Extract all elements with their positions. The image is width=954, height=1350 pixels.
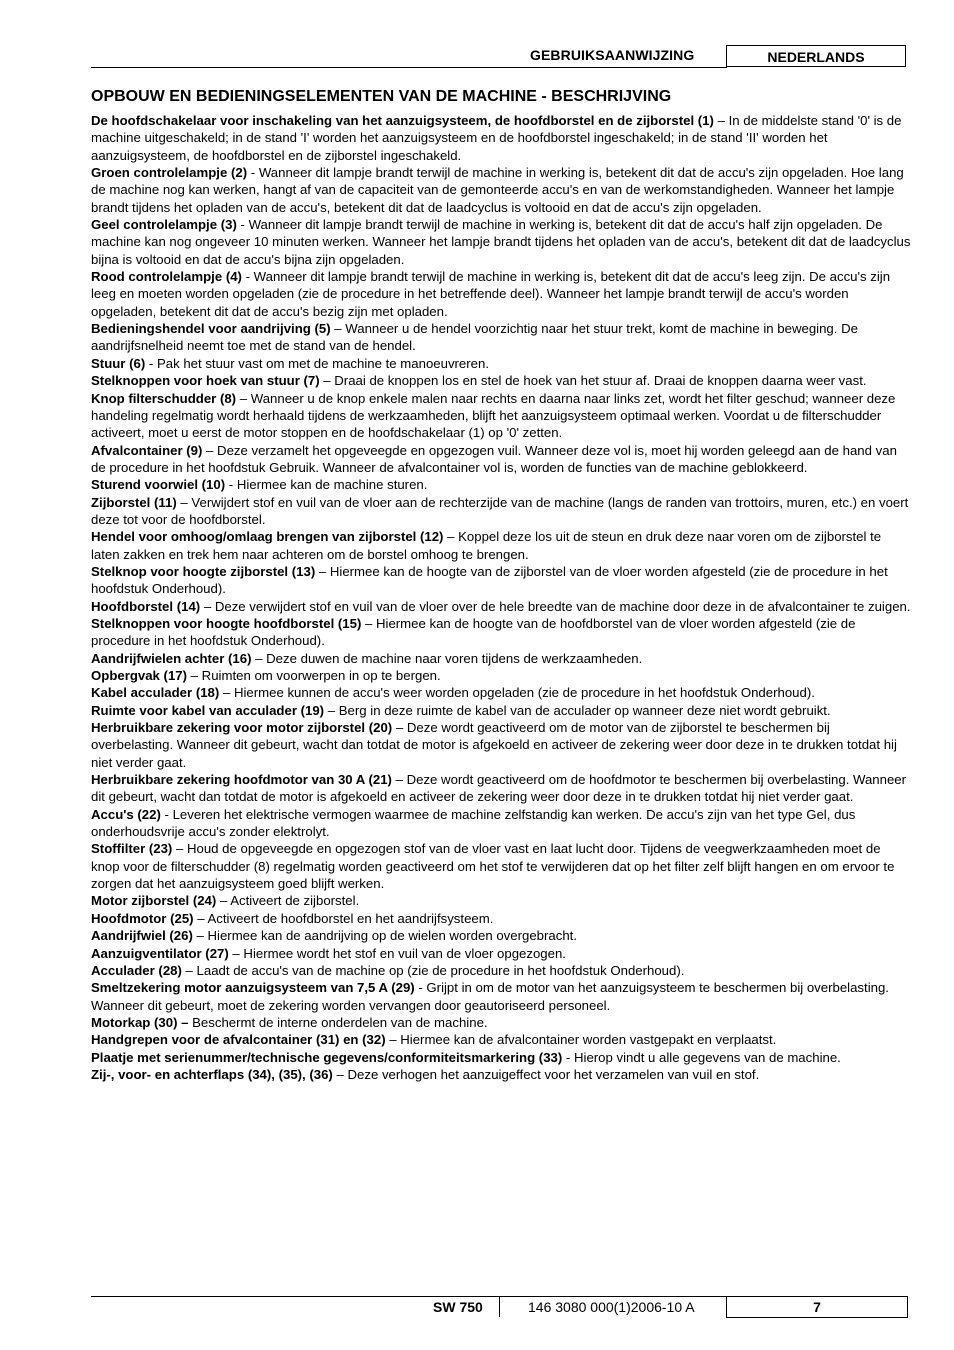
paragraph-text: – Hiermee kan de afvalcontainer worden vastgepakt en verplaatst. <box>385 1032 777 1048</box>
paragraph <box>91 719 911 771</box>
paragraph-term: Zijborstel (11) <box>91 494 177 510</box>
paragraph-text: – Hiermee kan de aandrijving op de wielen worden overgebracht. <box>192 928 577 944</box>
paragraph <box>91 1066 911 1083</box>
paragraph-text: - Grijpt in om de motor van het aanzuigsysteem te beschermen bij overbelasting. Wanneer dit gebeurt, moet de zekering worden vervangen door geautoriseerd personeel. <box>91 980 889 1013</box>
model-name: SW 750 <box>433 1299 483 1315</box>
paragraph <box>91 650 911 667</box>
paragraph-text: - Wanneer dit lampje brandt terwijl de machine in werking is, betekent dit dat de accu's leeg zijn. De accu's zijn leeg en moeten worden opgeladen (zie de procedure in het betreffende deel). Wanneer het lampje brandt terwijl de accu's worden opgeladen, betekent dit dat de accu's bezig zijn met opladen. <box>91 269 891 319</box>
paragraph-text: – Ruimten om voorwerpen in op te bergen. <box>187 668 441 683</box>
paragraph-term: Acculader (28) <box>91 962 182 978</box>
paragraph <box>91 528 911 563</box>
paragraph-term: Stuur (6) <box>91 355 146 371</box>
paragraph <box>91 355 911 372</box>
paragraph <box>91 927 911 944</box>
paragraph-text: – Verwijdert stof en vuil van de vloer aan de rechterzijde van de machine (langs de randen van trottoirs, muren, etc.) en voert deze tot voor de hoofdborstel. <box>91 494 909 527</box>
paragraph-term: Hoofdmotor (25) <box>91 910 194 926</box>
paragraph-term: Plaatje met serienummer/technische gegevens/conformiteitsmarkering (33) <box>91 1049 563 1065</box>
header-rule <box>91 67 727 68</box>
paragraph-text: - Wanneer dit lampje brandt terwijl de machine in werking is, betekent dit dat de accu's zijn opgeladen. Hoe lang de machine nog kan werken, hangt af van de capaciteit van de gemonteerde accu's en van de werkomstandigheden. Wanneer het lampje brandt tijdens het opladen van de accu's, betekent dit dat de laadcyclus is voltooid en dat de accu's zijn opgeladen. <box>91 165 904 215</box>
paragraph-term: Herbruikbare zekering voor motor zijborstel (20) <box>91 720 393 736</box>
paragraph-term: Zij-, voor- en achterflaps (34), (35), (36) <box>91 1066 333 1082</box>
paragraph <box>91 598 911 615</box>
paragraph-text: - Hierop vindt u alle gegevens van de machine. <box>562 1049 841 1065</box>
page-number: 7 <box>726 1296 908 1318</box>
paragraph-text: – Hiermee kan de hoogte van de hoofdborstel van de vloer worden afgesteld (zie de procedure in het hoofdstuk Onderhoud). <box>91 615 856 649</box>
paragraph-term: De hoofdschakelaar voor inschakeling van het aanzuigsysteem, de hoofdborstel en de zijborstel (1) <box>91 113 714 128</box>
paragraph <box>91 1014 911 1031</box>
paragraph <box>91 892 911 909</box>
paragraph-term: Motor zijborstel (24) <box>91 893 217 909</box>
paragraph <box>91 667 911 684</box>
paragraph <box>91 945 911 962</box>
paragraph-term: Opbergvak (17) <box>91 668 188 683</box>
section-title: OPBOUW EN BEDIENINGSELEMENTEN VAN DE MACHINE - BESCHRIJVING <box>91 88 672 105</box>
paragraph <box>91 615 911 650</box>
paragraph-term: Aanzuigventilator (27) <box>91 945 229 961</box>
paragraph-text: - Leveren het elektrische vermogen waarmee de machine zelfstandig kan werken. De accu's zijn van het type Gel, dus onderhoudsvrije accu's zonder elektrolyt. <box>91 806 856 840</box>
paragraph-term: Accu's (22) <box>91 806 161 822</box>
paragraph-term: Motorkap (30) – <box>91 1014 189 1030</box>
paragraph <box>91 494 911 529</box>
paragraph-text: – Deze wordt geactiveerd om de hoofdmotor te beschermen bij overbelasting. Wanneer dit gebeurt, wacht dan totdat de motor is afgekoeld en activeer de zekering weer door deze in te drukken totdat hij niet verder gaat. <box>91 772 907 805</box>
paragraph-text: – Hiermee kan de hoogte van de zijborstel van de vloer worden afgesteld (zie de procedure in het hoofdstuk Onderhoud). <box>91 563 888 597</box>
footer-separator <box>499 1297 500 1317</box>
paragraph-text: Beschermt de interne onderdelen van de machine. <box>188 1014 488 1030</box>
paragraph-term: Aandrijfwielen achter (16) <box>91 650 252 666</box>
paragraph-term: Stelknoppen voor hoek van stuur (7) <box>91 373 320 389</box>
paragraph <box>91 112 911 164</box>
paragraph-text: – Wanneer u de hendel voorzichtig naar het stuur trekt, komt de machine in beweging. De aandrijfsnelheid neemt toe met de stand van de hendel. <box>91 321 858 354</box>
paragraph-text: – Deze wordt geactiveerd om de motor van de zijborstel te beschermen bij overbelasting. Wanneer dit gebeurt, wacht dan totdat de motor is afgekoeld en activeer de zekering weer door deze in te drukken totdat hij niet verder gaat. <box>91 720 897 770</box>
manual-label: GEBRUIKSAANWIJZING <box>530 47 695 63</box>
paragraph <box>91 476 911 493</box>
paragraph-text: – Activeert de hoofdborstel en het aandrijfsysteem. <box>193 910 494 926</box>
paragraph-term: Geel controlelampje (3) <box>91 217 237 233</box>
paragraph-text: – Draai de knoppen los en stel de hoek van het stuur af. Draai de knoppen daarna weer vast. <box>319 373 867 389</box>
paragraph-term: Knop filterschudder (8) <box>91 390 237 406</box>
paragraph <box>91 442 911 477</box>
paragraph-text: – Houd de opgeveegde en opgezogen stof van de vloer vast en laat lucht door. Tijdens de veegwerkzaamheden moet de knop voor de filterschudder (8) regelmatig worden geactiveerd om het stof te verwijderen dat op het filter zelf blijft hangen en om ervoor te zorgen dat het aanzuigsysteem goed blijft werken. <box>91 841 895 892</box>
paragraph-term: Groen controlelampje (2) <box>91 165 248 181</box>
paragraph-text: - Hiermee kan de machine sturen. <box>225 477 428 493</box>
paragraph-text: – Deze verwijdert stof en vuil van de vloer over de hele breedte van de machine door deze in de afvalcontainer te zuigen. <box>200 598 911 614</box>
paragraph-text: – Activeert de zijborstel. <box>216 893 360 909</box>
paragraph <box>91 1049 911 1066</box>
paragraph <box>91 216 911 268</box>
paragraph-text: – Wanneer u de knop enkele malen naar rechts en daarna naar links zet, wordt het filter geschud; wanneer deze handeling regelmatig wordt herhaald tijdens de werkzaamheden, blijft het aanzuigsysteem optimaal werken. Voordat u de filterschudder activeert, moet u eerst de motor stoppen en de hoofdschakelaar (1) op '0' zetten. <box>91 390 896 441</box>
paragraph-term: Kabel acculader (18) <box>91 685 220 701</box>
paragraph-text: – Deze verzamelt het opgeveegde en opgezogen vuil. Wanneer deze vol is, moet hij worden geleegd aan de hand van de procedure in het hoofdstuk Gebruik. Wanneer de afvalcontainer vol is, worden de functies van de machine geblokkeerd. <box>91 442 897 475</box>
paragraph-term: Ruimte voor kabel van acculader (19) <box>91 702 325 718</box>
paragraph-term: Hoofdborstel (14) <box>91 598 201 614</box>
paragraph-text: - Pak het stuur vast om met de machine te manoeuvreren. <box>145 355 489 371</box>
paragraph <box>91 563 911 598</box>
description-body <box>91 112 911 1083</box>
paragraph-text: – Koppel deze los uit de steun en druk deze naar voren om de zijborstel te laten zakken en trek hem naar achteren om de borstel omhoog te brengen. <box>91 529 882 562</box>
paragraph <box>91 320 911 355</box>
paragraph-text: – Hiermee wordt het stof en vuil van de vloer opgezogen. <box>228 945 566 961</box>
paragraph-text: – Hiermee kunnen de accu's weer worden opgeladen (zie de procedure in het hoofdstuk Onderhoud). <box>219 685 815 701</box>
paragraph-term: Hendel voor omhoog/omlaag brengen van zijborstel (12) <box>91 529 444 545</box>
paragraph-term: Aandrijfwiel (26) <box>91 928 193 944</box>
paragraph-text: – Deze duwen de machine naar voren tijdens de werkzaamheden. <box>251 650 643 666</box>
paragraph <box>91 840 911 892</box>
paragraph <box>91 962 911 979</box>
paragraph <box>91 268 911 320</box>
paragraph <box>91 910 911 927</box>
footer-rule <box>91 1296 727 1297</box>
paragraph-term: Bedieningshendel voor aandrijving (5) <box>91 321 331 337</box>
paragraph <box>91 702 911 719</box>
paragraph-term: Afvalcontainer (9) <box>91 442 203 458</box>
paragraph <box>91 979 911 1014</box>
paragraph-text: – Laadt de accu's van de machine op (zie de procedure in het hoofdstuk Onderhoud). <box>181 962 685 978</box>
paragraph <box>91 372 911 389</box>
paragraph <box>91 164 911 216</box>
paragraph-text: – Deze verhogen het aanzuigeffect voor het verzamelen van vuil en stof. <box>332 1066 760 1082</box>
language-box: NEDERLANDS <box>726 45 906 67</box>
paragraph <box>91 771 911 806</box>
paragraph-term: Sturend voorwiel (10) <box>91 477 226 493</box>
paragraph-term: Smeltzekering motor aanzuigsysteem van 7,5 A (29) <box>91 980 415 996</box>
paragraph-text: - Wanneer dit lampje brandt terwijl de machine in werking is, betekent dit dat de accu's half zijn opgeladen. De machine kan nog ongeveer 10 minuten werken. Wanneer het lampje brandt tijdens het opladen van de accu's, betekent dit dat de laadcyclus bijna is voltooid en dat de accu's bijna zijn opgeladen. <box>91 217 911 267</box>
paragraph <box>91 684 911 701</box>
paragraph-text: – Berg in deze ruimte de kabel van de acculader op wanneer deze niet wordt gebruikt. <box>324 702 831 718</box>
paragraph-term: Stoffilter (23) <box>91 841 173 857</box>
paragraph-term: Stelknoppen voor hoogte hoofdborstel (15) <box>91 615 362 631</box>
paragraph-term: Stelknop voor hoogte zijborstel (13) <box>91 563 316 579</box>
paragraph <box>91 1031 911 1048</box>
paragraph-term: Herbruikbare zekering hoofdmotor van 30 A (21) <box>91 772 392 788</box>
paragraph-term: Handgrepen voor de afvalcontainer (31) en (32) <box>91 1032 386 1048</box>
paragraph <box>91 390 911 442</box>
paragraph-term: Rood controlelampje (4) <box>91 269 242 285</box>
paragraph <box>91 806 911 841</box>
document-code: 146 3080 000(1)2006-10 A <box>528 1299 695 1315</box>
paragraph-text: – In de middelste stand '0' is de machine uitgeschakeld; in de stand 'I' worden het aanzuigsysteem en de hoofdborstel ingeschakeld; in de stand 'II' worden het aanzuigsysteem, de hoofdborstel en de zijborstel ingeschakeld. <box>91 113 902 163</box>
